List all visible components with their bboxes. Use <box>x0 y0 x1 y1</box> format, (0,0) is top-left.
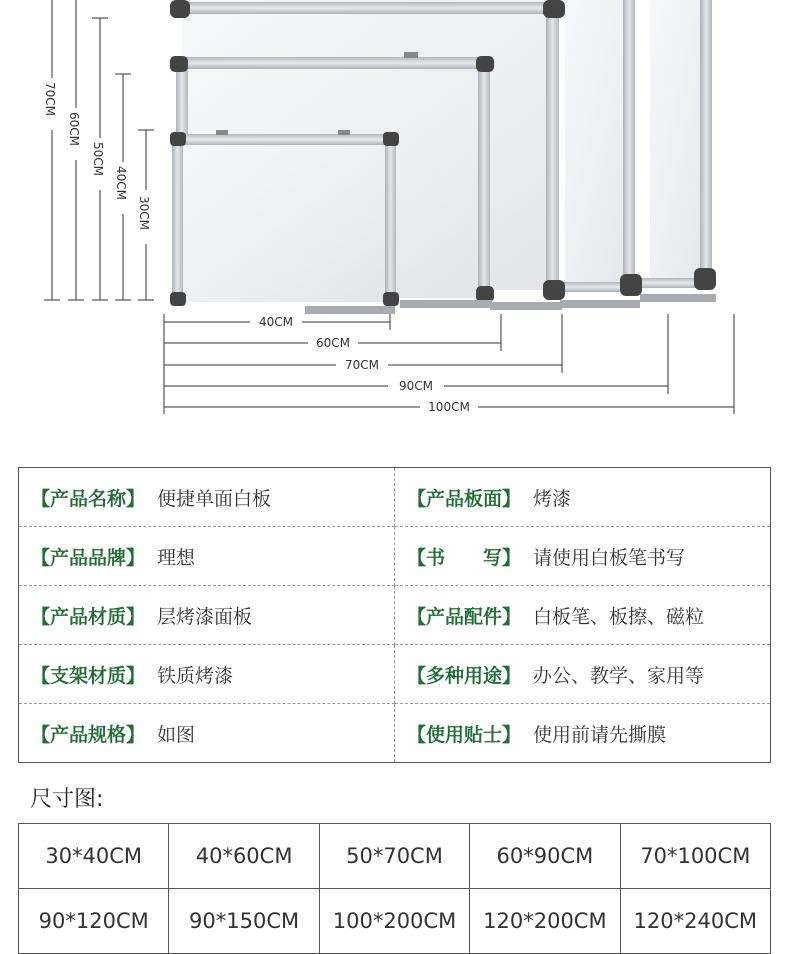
height-label-70: 70CM <box>43 82 57 117</box>
width-label-90: 90CM <box>398 379 434 393</box>
spec-row <box>19 704 771 763</box>
spec-label: 【产品名称】 <box>31 487 146 510</box>
spec-value: 白板笔、板擦、磁粒 <box>533 605 705 628</box>
spec-cell-accessories <box>395 586 771 645</box>
spec-label: 【产品材质】 <box>31 605 146 628</box>
spec-label: 【产品配件】 <box>407 605 522 628</box>
height-labels <box>43 82 151 230</box>
spec-label: 【产品板面】 <box>407 487 522 510</box>
spec-value: 层烤漆面板 <box>157 605 253 628</box>
spec-label: 【支架材质】 <box>31 664 146 687</box>
size-cell: 120*200CM <box>470 889 620 954</box>
size-chart-table <box>18 823 771 954</box>
spec-cell-writing <box>395 527 771 586</box>
width-label-70: 70CM <box>344 358 380 372</box>
spec-value: 请使用白板笔书写 <box>533 546 686 569</box>
spec-cell-uses <box>395 645 771 704</box>
spec-label: 【使用贴士】 <box>407 723 522 746</box>
spec-row <box>19 645 771 704</box>
size-cell: 60*90CM <box>470 824 620 889</box>
spec-value: 办公、教学、家用等 <box>533 664 705 687</box>
spec-label: 【多种用途】 <box>407 664 522 687</box>
spec-label: 【产品品牌】 <box>31 546 146 569</box>
width-dimension-lines <box>164 314 734 414</box>
size-chart-title: 尺寸图: <box>30 787 104 812</box>
size-cell: 90*120CM <box>19 889 169 954</box>
spec-label: 【产品规格】 <box>31 723 146 746</box>
spec-cell-tips <box>395 704 771 763</box>
board-90cm <box>560 0 642 308</box>
spec-value: 如图 <box>157 723 196 746</box>
size-cell: 70*100CM <box>620 824 770 889</box>
height-label-40: 40CM <box>114 166 128 201</box>
spec-row <box>19 468 771 527</box>
height-label-60: 60CM <box>67 112 81 147</box>
spec-row <box>19 527 771 586</box>
width-label-100: 100CM <box>428 400 470 414</box>
whiteboard-size-illustration <box>0 0 790 440</box>
spec-value: 铁质烤漆 <box>157 664 234 687</box>
spec-value: 烤漆 <box>533 487 572 510</box>
size-cell: 50*70CM <box>319 824 469 889</box>
height-label-50: 50CM <box>91 142 105 177</box>
size-cell: 120*240CM <box>620 889 770 954</box>
size-cell: 40*60CM <box>169 824 319 889</box>
spec-cell-surface <box>395 468 771 527</box>
spec-cell-stand <box>19 645 395 704</box>
spec-cell-material <box>19 586 395 645</box>
size-row <box>19 889 771 954</box>
spec-value: 理想 <box>157 546 196 569</box>
spec-row <box>19 586 771 645</box>
board-40cm <box>170 130 399 314</box>
spec-cell-name <box>19 468 395 527</box>
size-cell: 30*40CM <box>19 824 169 889</box>
size-row <box>19 824 771 889</box>
spec-value: 使用前请先撕膜 <box>533 723 667 746</box>
height-label-30: 30CM <box>137 196 151 231</box>
size-cell: 90*150CM <box>169 889 319 954</box>
spec-label: 【书 写】 <box>407 546 522 569</box>
product-spec-table <box>18 467 771 763</box>
width-label-60: 60CM <box>315 336 351 350</box>
spec-cell-brand <box>19 527 395 586</box>
width-label-40: 40CM <box>258 315 294 329</box>
size-cell: 100*200CM <box>319 889 469 954</box>
board-100cm <box>640 0 716 302</box>
spec-cell-size <box>19 704 395 763</box>
spec-value: 便捷单面白板 <box>157 487 272 510</box>
